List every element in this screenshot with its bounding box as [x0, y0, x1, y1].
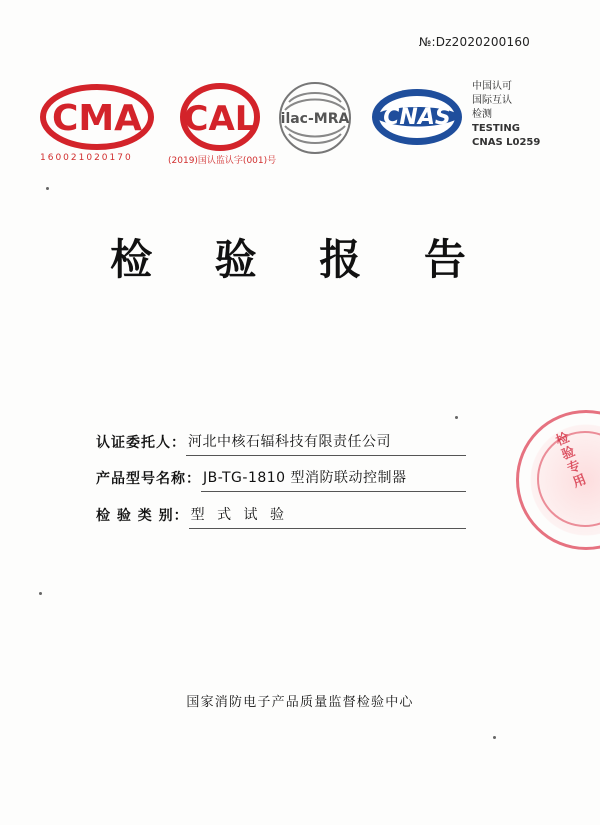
svg-text:CAL: CAL	[183, 99, 257, 139]
cnas-line-3: 检测	[472, 109, 492, 120]
report-number: №:Dz2020200160	[418, 35, 530, 49]
client-field-label: 认证委托人：	[96, 435, 186, 451]
svg-text:CNAS: CNAS	[383, 105, 451, 130]
small-dot-mark	[493, 736, 496, 739]
inspection-type-field-row	[96, 503, 466, 529]
ilac-mra-logo	[276, 78, 354, 158]
product-model-field-label: 产品型号名称：	[96, 471, 201, 487]
stamp-mark: 检验专用	[551, 430, 588, 492]
svg-text:CMA: CMA	[51, 98, 143, 139]
client-field-row	[96, 430, 466, 456]
cnas-line-1: 中国认可	[472, 81, 512, 92]
cnas-line-2: 国际互认	[472, 95, 512, 106]
inspection-type-field-value: 型 式 试 验	[189, 504, 466, 529]
small-dot-mark	[46, 187, 49, 190]
cnas-line-5: CNAS L0259	[472, 137, 541, 148]
small-dot-mark	[39, 592, 42, 595]
cma-caption: 160021020170	[40, 153, 133, 163]
product-model-field-value: JB-TG-1810 型消防联动控制器	[201, 467, 466, 492]
client-field-value: 河北中核石辐科技有限责任公司	[186, 431, 466, 456]
cnas-line-4: TESTING	[472, 123, 520, 134]
report-title: 检 验 报 告	[110, 235, 490, 284]
red-stamp-edge	[516, 410, 600, 550]
svg-text:ilac-MRA: ilac-MRA	[280, 111, 350, 127]
small-dot-mark	[455, 416, 458, 419]
organization-name: 国家消防电子产品质量监督检验中心	[186, 695, 414, 710]
cnas-logo	[369, 85, 465, 149]
inspection-type-field-label: 检 验 类 别：	[96, 508, 189, 524]
product-model-field-row	[96, 466, 466, 492]
cma-logo	[40, 84, 154, 150]
cal-logo	[180, 82, 260, 152]
cnas-accreditation-text	[472, 80, 540, 150]
cal-caption: (2019)国认监认字(001)号	[168, 156, 277, 166]
